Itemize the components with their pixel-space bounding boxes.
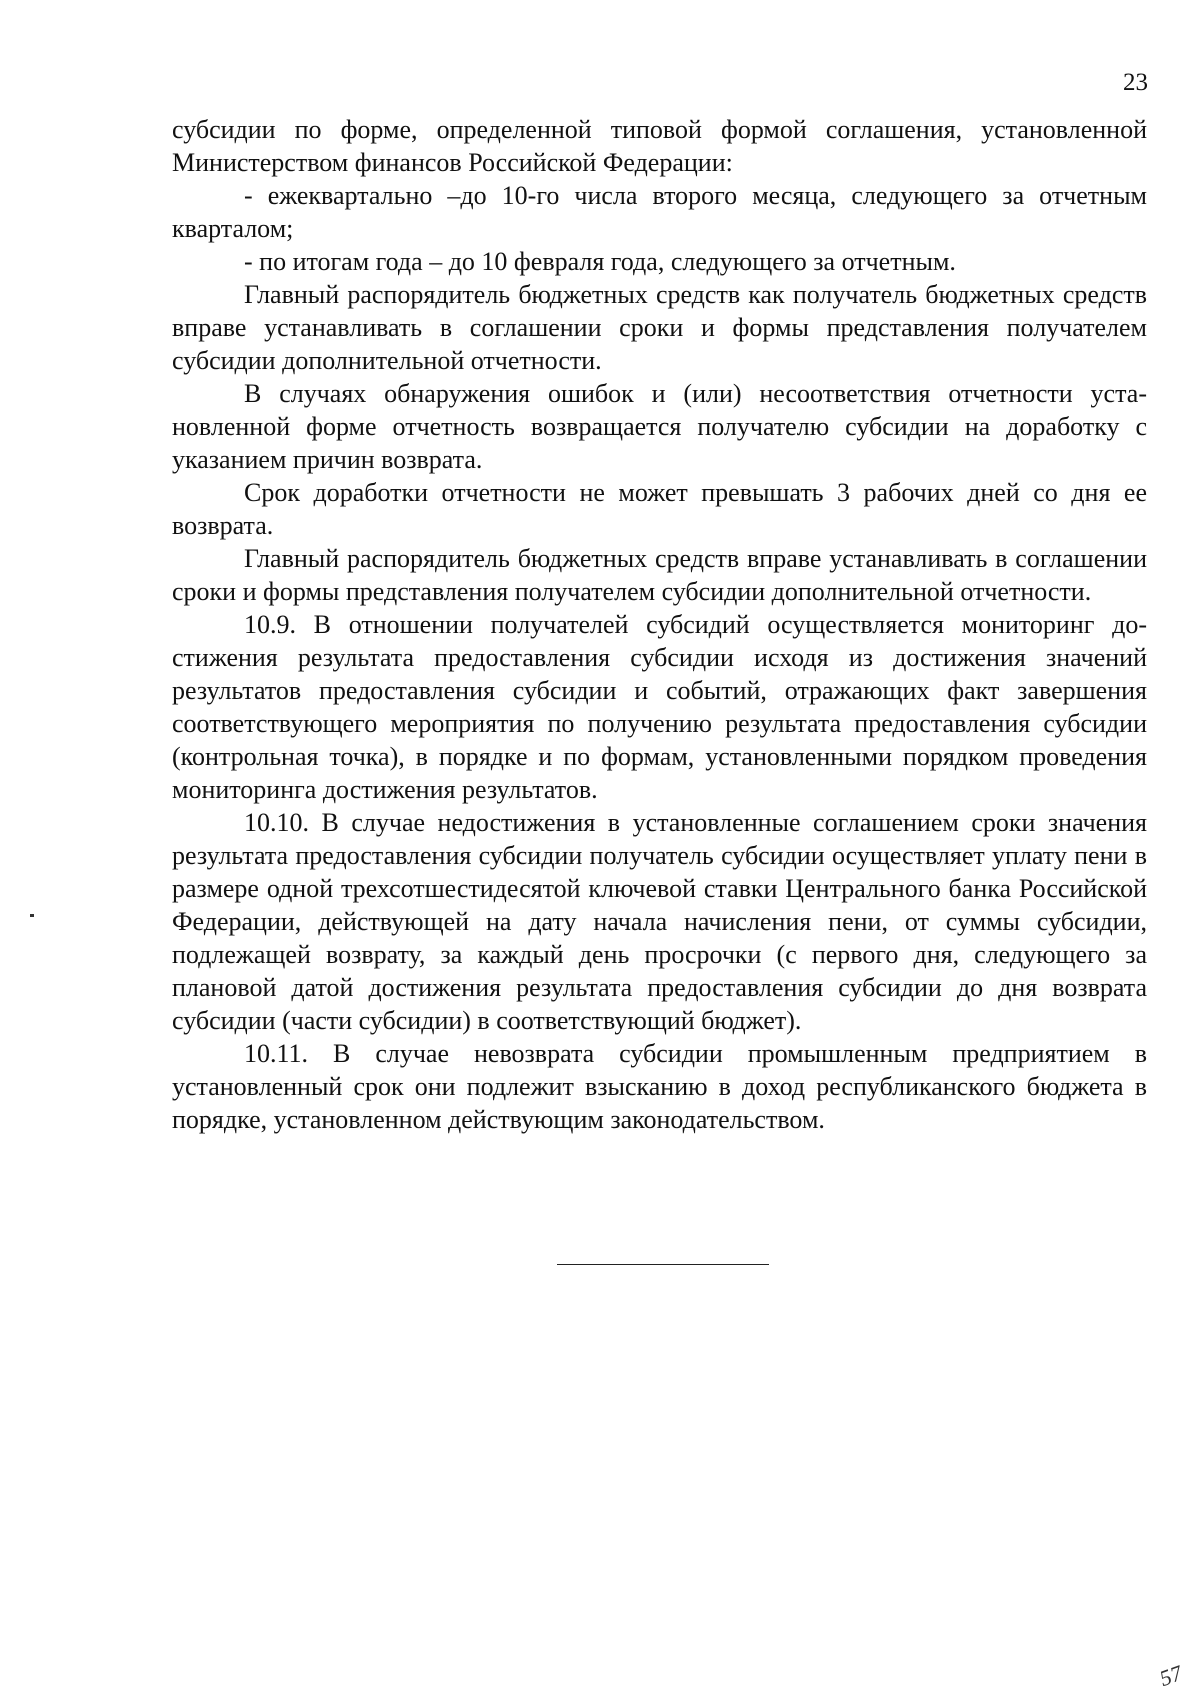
- document-body: [172, 113, 1147, 1136]
- paragraph-quarterly-deadline: - ежеквартально –до 10-го числа второго месяца, следующего за отчетным кварталом;: [172, 181, 1147, 243]
- page-number: 23: [1123, 69, 1148, 96]
- paragraph-additional-reporting-repeat: Главный распорядитель бюджетных средств вправе устанавливать в соглашении сроки и формы представления получателем субсидии дополнительной отчетности.: [172, 544, 1147, 606]
- paragraph-annual-deadline: - по итогам года – до 10 февраля года, следующего за отчетным.: [244, 247, 956, 276]
- scan-speck: [30, 914, 34, 917]
- end-of-text-rule: [557, 1264, 769, 1265]
- paragraph-10-9-monitoring: 10.9. В отношении получателей субсидий осуществляется мониторинг достижения результата предоставления субсидии исходя из достижения значений результатов предоставления субсидии и событий, отражающих факт завершения соответствующего мероприятия по получению результата предоставления субсидии (контрольная точка), в порядке и по формам, установленными порядком проведения мониторинга достижения результатов.: [172, 610, 1147, 804]
- paragraph-errors-return: В случаях обнаружения ошибок и (или) несоответствия отчетности установленной форме отчетность возвращается получателю субсидии на доработку с указанием причин возврата.: [172, 379, 1147, 474]
- paragraph-additional-reporting: Главный распорядитель бюджетных средств как получатель бюджетных средств вправе устанавливать в соглашении сроки и формы представления получателем субсидии дополнительной отчетности.: [172, 280, 1147, 375]
- paragraph-continuation: субсидии по форме, определенной типовой формой соглашения, установленной Министерством финансов Российской Федерации:: [172, 115, 1147, 177]
- corner-handwritten-mark: 57: [1156, 1660, 1186, 1692]
- paragraph-10-11-non-return: 10.11. В случае невозврата субсидии промышленным предприятием в установленный срок они подлежит взысканию в доход республиканского бюджета в порядке, установленном действующим законодательством.: [172, 1039, 1147, 1134]
- paragraph-10-10-penalty: 10.10. В случае недостижения в установленные соглашением сроки значения результата предоставления субсидии получатель субсидии осуществляет уплату пени в размере одной трехсотшестидесятой ключевой ставки Центрального банка Российской Федерации, действующей на дату начала начисления пени, от суммы субсидии, подлежащей возврату, за каждый день просрочки (с первого дня, следующего за плановой датой достижения результата предоставления субсидии до дня возврата субсидии (части субсидии) в соответствующий бюджет).: [172, 808, 1147, 1035]
- paragraph-revision-term: Срок доработки отчетности не может превышать 3 рабочих дней со дня ее возврата.: [172, 478, 1147, 540]
